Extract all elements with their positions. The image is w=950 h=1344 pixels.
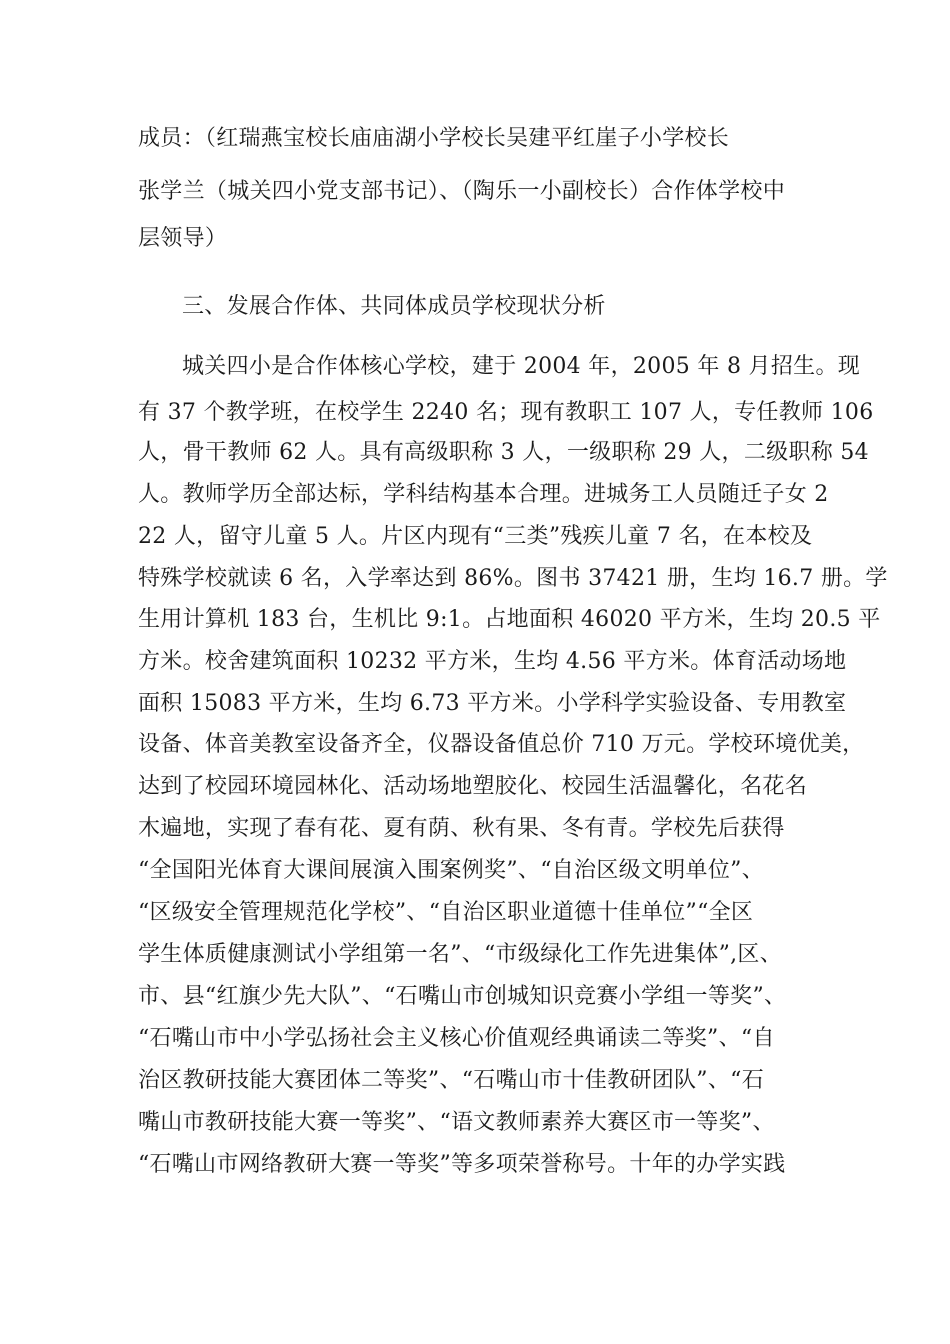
body-line-19: 嘴山市教研技能大赛一等奖”、“语文教师素养大赛区市一等奖”、 xyxy=(138,1110,775,1135)
body-line-7: 生用计算机 183 台，生机比 9:1。占地面积 46020 平方米，生均 20.5 平 xyxy=(138,607,881,632)
members-line-1: 成员：（红瑞燕宝校长庙庙湖小学校长吴建平红崖子小学校长 xyxy=(138,126,730,151)
body-line-1: 城关四小是合作体核心学校，建于 2004 年，2005 年 8 月招生。现 xyxy=(182,354,861,379)
body-line-6: 特殊学校就读 6 名，入学率达到 86%。图书 37421 册，生均 16.7 册。学 xyxy=(138,566,888,591)
body-line-9: 面积 15083 平方米，生均 6.73 平方米。小学科学实验设备、专用教室 xyxy=(138,691,847,716)
body-line-11: 达到了校园环境园林化、活动场地塑胶化、校园生活温馨化，名花名 xyxy=(138,774,808,799)
members-line-3: 层领导） xyxy=(138,226,228,251)
body-line-18: 治区教研技能大赛团体二等奖”、“石嘴山市十佳教研团队”、“石 xyxy=(138,1068,764,1093)
body-line-8: 方米。校舍建筑面积 10232 平方米，生均 4.56 平方米。体育活动场地 xyxy=(138,649,847,674)
body-line-2: 有 37 个教学班，在校学生 2240 名；现有教职工 107 人，专任教师 106 xyxy=(138,400,874,425)
body-line-14: “区级安全管理规范化学校”、“自治区职业道德十佳单位”“全区 xyxy=(138,900,754,925)
body-line-16: 市、县“红旗少先大队”、“石嘴山市创城知识竞赛小学组一等奖”、 xyxy=(138,984,787,1009)
body-line-20: “石嘴山市网络教研大赛一等奖”等多项荣誉称号。十年的办学实践 xyxy=(138,1152,786,1177)
body-line-17: “石嘴山市中小学弘扬社会主义核心价值观经典诵读二等奖”、“自 xyxy=(138,1026,775,1051)
body-line-3: 人，骨干教师 62 人。具有高级职称 3 人，一级职称 29 人，二级职称 54 xyxy=(138,440,869,465)
body-line-10: 设备、体音美教室设备齐全，仪器设备值总价 710 万元。学校环境优美， xyxy=(138,732,865,757)
members-line-2: 张学兰（城关四小党支部书记）、（陶乐一小副校长）合作体学校中 xyxy=(138,179,786,204)
body-line-13: “全国阳光体育大课间展演入围案例奖”、“自治区级文明单位”、 xyxy=(138,858,764,883)
body-line-15: 学生体质健康测试小学组第一名”、“市级绿化工作先进集体”,区、 xyxy=(138,942,783,967)
body-line-5: 22 人，留守儿童 5 人。片区内现有“三类”残疾儿童 7 名，在本校及 xyxy=(138,524,813,549)
section-heading: 三、发展合作体、共同体成员学校现状分析 xyxy=(182,294,606,319)
body-line-4: 人。教师学历全部达标，学科结构基本合理。进城务工人员随迁子女 2 xyxy=(138,482,829,507)
body-line-12: 木遍地，实现了春有花、夏有荫、秋有果、冬有青。学校先后获得 xyxy=(138,816,785,841)
